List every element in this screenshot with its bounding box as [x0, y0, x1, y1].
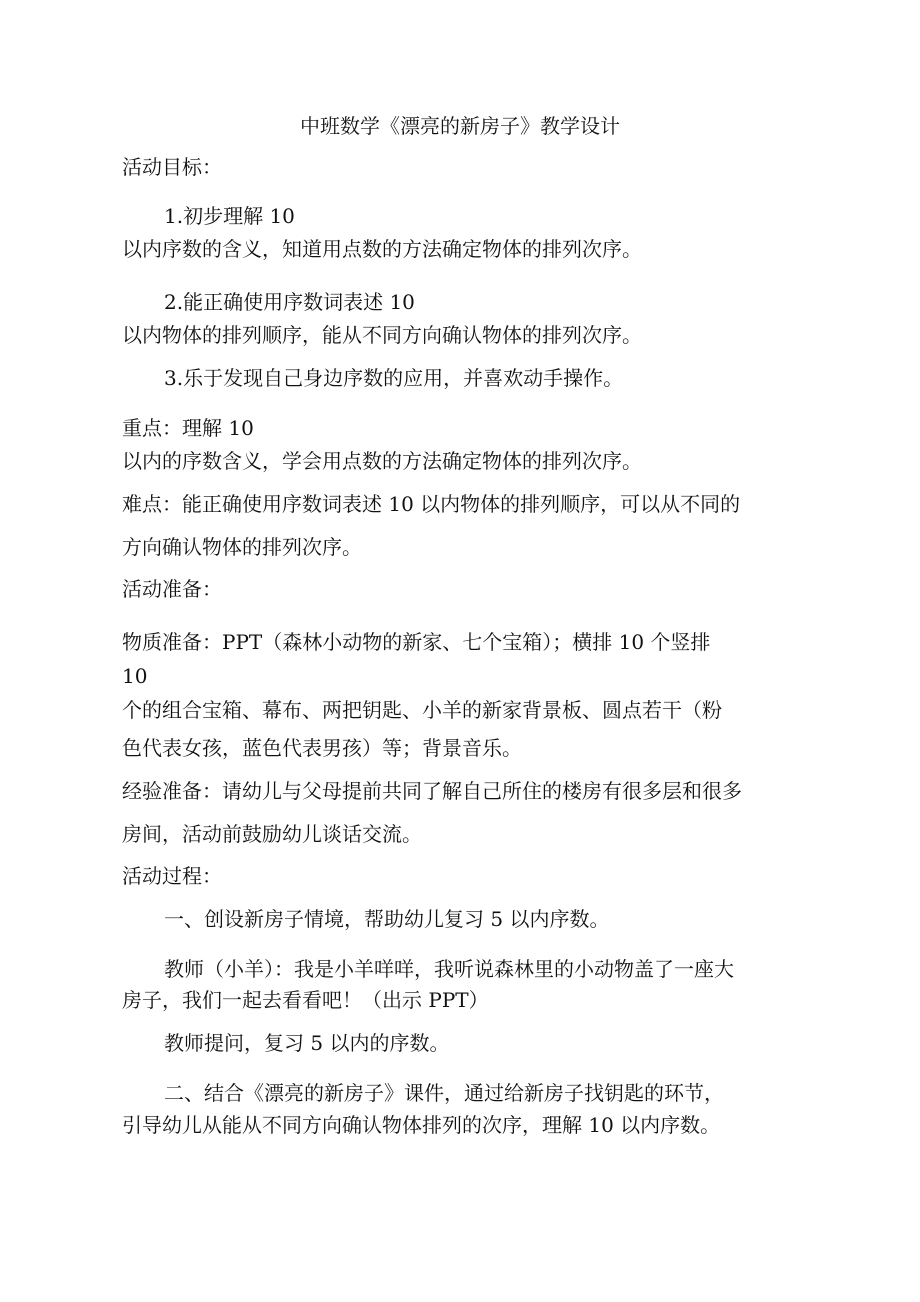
- experience-line-1: 经验准备：请幼儿与父母提前共同了解自己所住的楼房有很多层和很多: [122, 779, 742, 803]
- goal-2-line-1: 2.能正确使用序数词表述 10: [164, 290, 415, 314]
- goal-1-line-1: 1.初步理解 10: [164, 204, 295, 228]
- experience-line-2: 房间，活动前鼓励幼儿谈话交流。: [122, 822, 422, 846]
- difficulty-line-1: 难点：能正确使用序数词表述 10 以内物体的排列顺序，可以从不同的: [122, 492, 741, 516]
- step-2-line-2: 引导幼儿从能从不同方向确认物体排列的次序，理解 10 以内序数。: [122, 1113, 721, 1137]
- key-point-line-2: 以内的序数含义，学会用点数的方法确定物体的排列次序。: [122, 449, 642, 473]
- teacher-line-1: 教师（小羊）：我是小羊咩咩，我听说森林里的小动物盖了一座大: [164, 957, 734, 981]
- teacher-question: 教师提问，复习 5 以内的序数。: [164, 1031, 450, 1055]
- material-line-4: 色代表女孩，蓝色代表男孩）等；背景音乐。: [122, 736, 522, 760]
- step-2-line-1: 二、结合《漂亮的新房子》课件，通过给新房子找钥匙的环节，: [164, 1081, 724, 1105]
- key-point-line-1: 重点：理解 10: [122, 416, 254, 440]
- goals-heading: 活动目标：: [122, 155, 222, 179]
- goal-2-line-2: 以内物体的排列顺序，能从不同方向确认物体的排列次序。: [122, 323, 642, 347]
- document-title: 中班数学《漂亮的新房子》教学设计: [300, 114, 620, 138]
- process-heading: 活动过程：: [122, 864, 222, 888]
- goal-1-line-2: 以内序数的含义，知道用点数的方法确定物体的排列次序。: [122, 237, 642, 261]
- material-line-3: 个的组合宝箱、幕布、两把钥匙、小羊的新家背景板、圆点若干（粉: [122, 698, 722, 722]
- teacher-line-2: 房子，我们一起去看看吧！（出示 PPT）: [122, 988, 489, 1012]
- preparation-heading: 活动准备：: [122, 577, 222, 601]
- difficulty-line-2: 方向确认物体的排列次序。: [122, 535, 362, 559]
- goal-3: 3.乐于发现自己身边序数的应用，并喜欢动手操作。: [164, 366, 624, 390]
- step-1: 一、创设新房子情境，帮助幼儿复习 5 以内序数。: [164, 907, 610, 931]
- material-line-1: 物质准备：PPT（森林小动物的新家、七个宝箱）；横排 10 个竖排: [122, 630, 711, 654]
- material-line-2: 10: [122, 664, 148, 688]
